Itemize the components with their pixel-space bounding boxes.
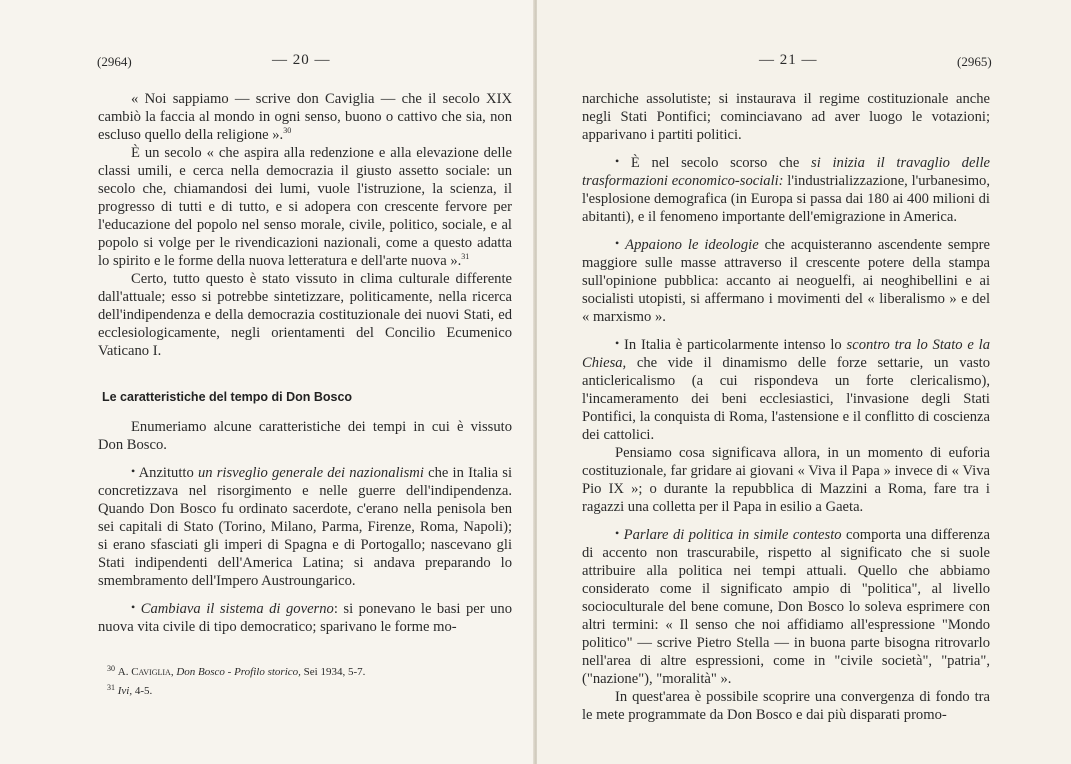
bullet-icon: • xyxy=(131,600,136,614)
paragraph: Enumeriamo alcune caratteristiche dei tempi in cui è vissuto Don Bosco. xyxy=(98,419,512,453)
left-body xyxy=(98,90,512,636)
footnotes xyxy=(107,661,365,699)
bullet-paragraph: • È nel secolo scorso che si inizia il travaglio delle trasformazioni economico-sociali: l'industrializzazione, l'urbanesimo, l'esplosione demografica (in Europa si passa dai 180 ai 400 milioni di abitanti), e il fenomeno importante dell'emigrazione in America. xyxy=(582,154,991,225)
right-page-number: — 21 — xyxy=(759,52,818,68)
left-page-code: (2964) xyxy=(97,54,132,69)
paragraph: Pensiamo cosa significava allora, in un momento di euforia costituzionale, far gridare ai giovani « Viva il Papa » invece di « Viva Pio IX »; o durante la repubblica di Mazzini a Roma, fare tra i ragazzi una colletta per il Papa in esilio a Gaeta. xyxy=(582,445,990,515)
bullet-icon: • xyxy=(615,236,620,250)
bullet-paragraph: • Anzitutto un risveglio generale dei nazionalismi che in Italia si concretizzava nel risorgimento e nelle guerre dell'indipendenza. Quando Don Bosco fu ordinato sacerdote, c'erano nella penisola ben sei capitali di Stato (Torino, Milano, Parma, Firenze, Roma, Napoli); si erano sfasciati gli imperi di Spagna e di Portogallo; nascevano gli Stati indipendenti dell'America Latina; si andava preparando lo smembramento dell'Impero Austroungarico. xyxy=(98,464,512,589)
bullet-paragraph: • Cambiava il sistema di governo: si ponevano le basi per uno nuova vita civile di tipo democratico; sparivano le forme mo- xyxy=(98,600,512,635)
paragraph: In quest'area è possibile scoprire una convergenza di fondo tra le mete programmate da Don Bosco e dai più disparati promo- xyxy=(582,689,990,723)
paragraph: Certo, tutto questo è stato vissuto in clima culturale differente dall'attuale; esso si potrebbe sintetizzare, politicamente, nella ricerca dell'indipendenza e della democrazia costituzionale dei nuovi Stati, ed ecclesiologicamente, negli orientamenti del Concilio Ecumenico Vaticano I. xyxy=(98,271,512,359)
paragraph: È un secolo « che aspira alla redenzione e alla elevazione delle classi umili, e cerca nella democrazia il giusto assetto sociale: un secolo che, chiamandosi dei lumi, vuole l'istruzione, la scienza, il progresso di tutti e di tutto, e si adopera con crescente fervore per l'educazione del popolo nel senso morale, civile, politico, sociale, e al popolo si volge per le rivendicazioni nazionali, come a questo adatta lo spirito e le forme della nuova letteratura e dell'arte nuova ».$^{31}$ xyxy=(98,145,512,269)
section-heading: Le caratteristiche del tempo di Don Bosco xyxy=(102,390,353,404)
paragraph: narchiche assolutiste; si instaurava il regime costituzionale anche negli Stati Pontifici; cominciavano ad aver luogo le votazioni; apparivano i partiti politici. xyxy=(582,91,990,143)
right-body xyxy=(582,90,990,724)
bullet-icon: • xyxy=(131,464,136,478)
right-page-code: (2965) xyxy=(957,54,992,69)
left-page xyxy=(0,0,535,764)
bullet-icon: • xyxy=(615,336,620,350)
bullet-icon: • xyxy=(615,154,620,168)
bullet-paragraph: • Parlare di politica in simile contesto comporta una differenza di accento non trascurabile, rispetto al significato che si suole attribuire alla politica nei tempi attuali. Quello che abbiamo considerato come il significato ampio di "politica", al livello socioculturale del bene comune, Don Bosco lo soleva esprimere con altri termini: « Il senso che noi affidiamo all'espressione "Mondo politico" — scrive Pietro Stella — in buona parte bisogna ritrovarlo nell'area di altre espressioni, come in "civile società", "patria", ("nazione"), "moralità" ». xyxy=(582,526,990,687)
bullet-paragraph: • Appaiono le ideologie che acquisteranno ascendente sempre maggiore sulle masse attraverso il crescente potere della stampa sull'opinione pubblica: accanto ai neoguelfi, ai neoghibellini e ai socialisti utopisti, si affermano i movimenti del « liberalismo » e del « marxismo ». xyxy=(582,236,990,325)
footnote-30: $^{30}$ A. Caviglia, Don Bosco - Profilo storico, Sei 1934, 5-7. xyxy=(107,664,366,678)
right-page xyxy=(537,0,1071,764)
paragraph: « Noi sappiamo — scrive don Caviglia — che il secolo XIX cambiò la faccia al mondo in ogni senso, buono o cattivo che sia, non escluso quello della religione ».$^{30}$ xyxy=(98,91,512,143)
footnote-31: $^{31}$ Ivi, 4-5. xyxy=(107,683,153,697)
left-page-number: — 20 — xyxy=(272,52,331,68)
bullet-paragraph: • In Italia è particolarmente intenso lo scontro tra lo Stato e la Chiesa, che vide il dinamismo delle forze settarie, un vasto anticlericalismo (a cui rispondeva un forte clericalismo), l'incameramento dei beni ecclesiastici, l'invasione degli Stati Pontifici, la conquista di Roma, l'astensione e il conflitto di coscienza dei cattolici. xyxy=(582,336,990,443)
bullet-icon: • xyxy=(615,526,620,540)
